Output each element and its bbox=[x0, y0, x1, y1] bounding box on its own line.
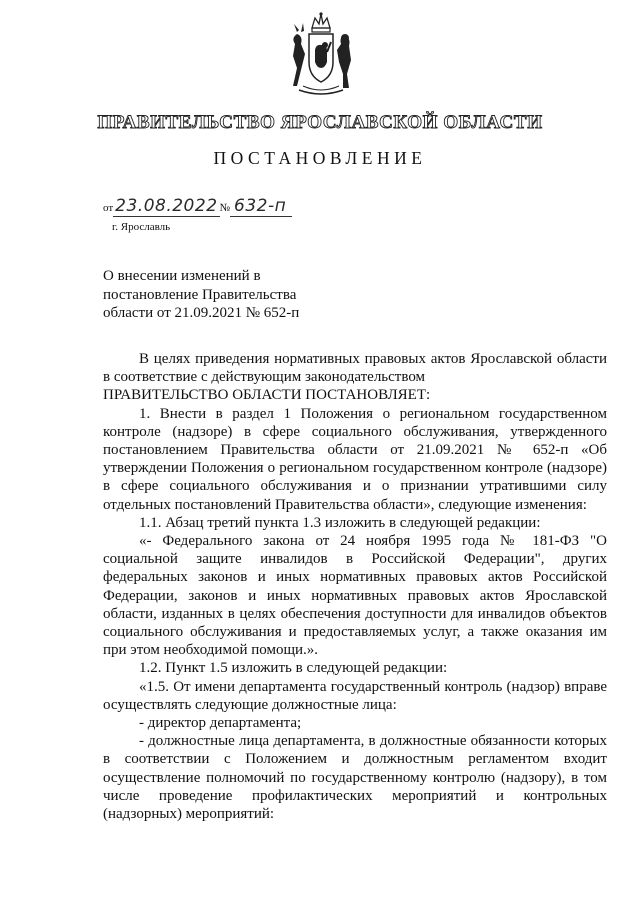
document-body bbox=[103, 350, 607, 823]
paragraph-resolves: ПРАВИТЕЛЬСТВО ОБЛАСТИ ПОСТАНОВЛЯЕТ: bbox=[103, 387, 431, 404]
city-label: г. Ярославль bbox=[112, 221, 171, 233]
document-subject bbox=[103, 267, 299, 323]
paragraph-director: - директор департамента; bbox=[139, 715, 302, 732]
paragraph-officials: - должностные лица департамента, в должностные обязанности которых в соответствии с Положением и должностным регламентом входит осуществление полномочий по государственному контролю (надзору), в том числе проведение профилактических мероприятий и контрольных (надзорных) мероприятий: bbox=[103, 733, 607, 823]
subject-line: области от 21.09.2021 № 652-п bbox=[103, 305, 300, 321]
document-type: ПОСТАНОВЛЕНИЕ bbox=[213, 148, 427, 168]
number-prefix: № bbox=[219, 202, 231, 214]
date-prefix: от bbox=[103, 202, 114, 214]
handwritten-date: 23.08.2022 bbox=[115, 196, 218, 216]
coat-of-arms-emblem bbox=[285, 10, 357, 100]
date-number-line bbox=[103, 196, 292, 217]
subject-line: постановление Правительства bbox=[103, 286, 297, 303]
paragraph-quote-1-3: «- Федерального закона от 24 ноября 1995 года № 181-ФЗ "О социальной защите инвалидов в Российской Федерации", других федеральных законов и иных нормативных правовых актов Российской Федерации, законов и иных нормативных правовых актов Ярославской области, изданных в целях обеспечения доступности для инвалидов объектов социального обслуживания и предоставляемых услуг, а также оказания им при этом необходимой помощи.». bbox=[103, 533, 607, 659]
paragraph-preamble: В целях приведения нормативных правовых актов Ярославской области в соответствие с действующим законодательством bbox=[103, 351, 607, 386]
handwritten-number: 632-п bbox=[230, 196, 292, 217]
subject-line: О внесении изменений в bbox=[103, 268, 261, 284]
paragraph-item-1-1: 1.1. Абзац третий пункта 1.3 изложить в следующей редакции: bbox=[139, 514, 541, 531]
paragraph-item-1: 1. Внести в раздел 1 Положения о региональном государственном контроле (надзоре) в сфере социального обслуживания, утвержденного постановлением Правительства области от 21.09.2021 № 652-п «Об утверждении Положения о региональном государственном контроле (надзоре) в сфере социального обслуживания и о признании утратившими силу отдельных постановлений Правительства области», следующие изменения: bbox=[103, 405, 607, 513]
government-name: ПРАВИТЕЛЬСТВО ЯРОСЛАВСКОЙ ОБЛАСТИ bbox=[97, 112, 543, 133]
paragraph-item-1-2: 1.2. Пункт 1.5 изложить в следующей редакции: bbox=[139, 660, 448, 677]
paragraph-quote-1-5: «1.5. От имени департамента государственный контроль (надзор) вправе осуществлять следующие должностные лица: bbox=[103, 678, 607, 713]
